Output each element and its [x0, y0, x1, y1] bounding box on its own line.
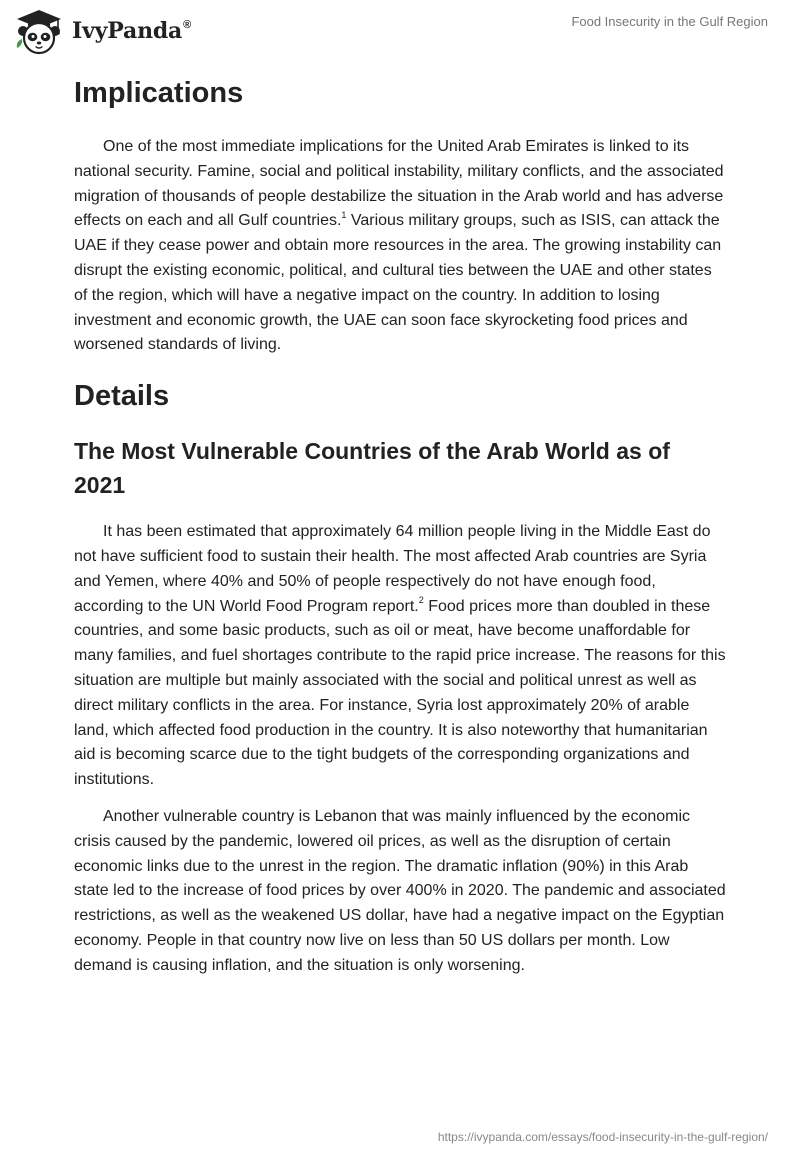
paragraph-text: One of the most immediate implications for the United Arab Emirates is linked to its national security. Famine, social and political instability, military conflicts, and the associated migration of thousands of people destabilize the situation in the Arab world and has adverse effects on each and all Gulf countries. [74, 138, 724, 230]
paragraph-text: Various military groups, such as ISIS, can attack the UAE if they cease power and obtain more resources in the area. The growing instability can disrupt the existing economic, political, and cultural ties between the UAE and other states of the region, which will have a negative impact on the country. In addition to losing investment and economic growth, the UAE can soon face skyrocketing food prices and worsened standards of living. [74, 212, 722, 354]
document-title: Food Insecurity in the Gulf Region [571, 14, 768, 29]
heading-implications: Implications [74, 77, 244, 109]
subheading-vulnerable-countries: The Most Vulnerable Countries of the Arab World as of 2021 [74, 438, 670, 499]
ivypanda-logo[interactable] [14, 8, 191, 56]
logo-name: IvyPanda [72, 18, 183, 44]
footnote-ref-1[interactable]: 1 [341, 210, 347, 221]
heading-details: Details [74, 380, 170, 413]
panda-graduate-icon [14, 8, 64, 56]
source-url[interactable]: https://ivypanda.com/essays/food-insecurity-in-the-gulf-region/ [437, 1130, 768, 1144]
paragraph-text: Food prices more than doubled in these countries, and some basic products, such as oil or meat, have become unaffordable for many families, and fuel shortages contribute to the rapid price increase. The reasons for this situation are multiple but mainly associated with the social and political unrest as well as direct military conflicts in the area. For instance, Syria lost approximately 20% of arable land, which affected food production in the country. It is also noteworthy that humanitarian aid is becoming scarce due to the tight budgets of the corresponding organizations and institutions. [74, 597, 726, 789]
footnote-ref-2[interactable]: 2 [418, 595, 424, 606]
registered-mark: ® [183, 19, 192, 31]
paragraph-text: It has been estimated that approximately 64 million people living in the Middle East do not have sufficient food to sustain their health. The most affected Arab countries are Syria and Yemen, where 40% and 50% of people respectively do not have enough food, according to the UN World Food Program report. [74, 523, 711, 615]
essay-content [74, 70, 726, 979]
paragraph-implications [74, 135, 726, 358]
paragraph-vulnerable-1 [74, 520, 726, 793]
page-header [0, 0, 800, 62]
paragraph-vulnerable-2: Another vulnerable country is Lebanon that was mainly influenced by the economic crisis caused by the pandemic, lowered oil prices, as well as the disruption of certain economic links due to the unrest in the region. The dramatic inflation (90%) in this Arab state led to the increase of food prices by over 400% in 2020. The pandemic and associated restrictions, as well as the weakened US dollar, have had a negative impact on the Egyptian economy. People in that country now live on less than 50 US dollars per month. Low demand is causing inflation, and the situation is only worsening. [74, 807, 726, 974]
logo-wordmark [72, 18, 191, 44]
